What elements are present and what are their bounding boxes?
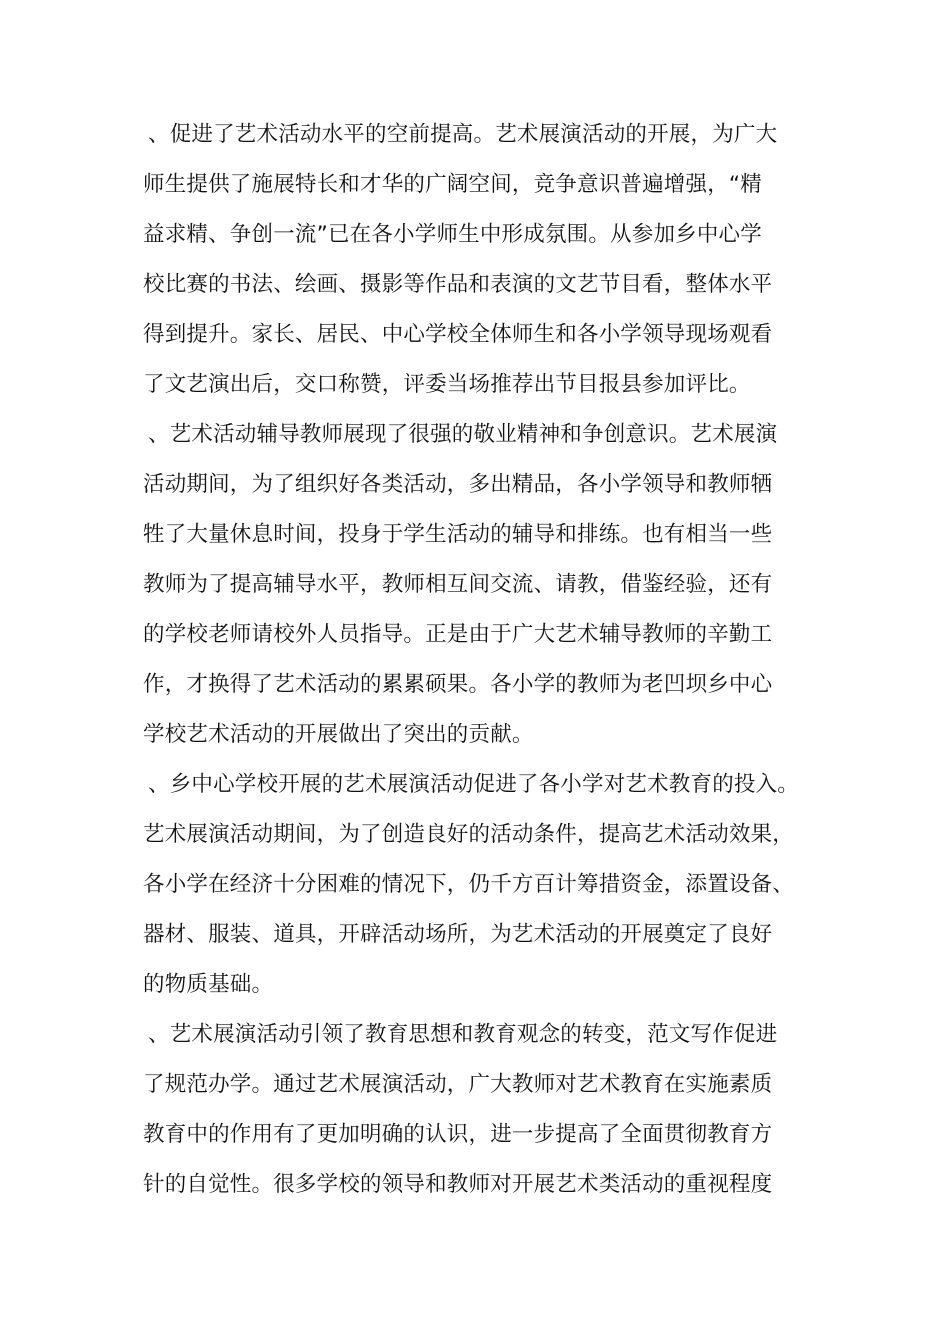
text-line: 师生提供了施展特长和才华的广阔空间，竞争意识普遍增强，“精 xyxy=(143,172,762,197)
text-line: 针的自觉性。很多学校的领导和教师对开展艺术类活动的重视程度 xyxy=(143,1172,773,1197)
text-line: 、乡中心学校开展的艺术展演活动促进了各小学对艺术教育的投入。 xyxy=(148,772,800,797)
text-line: 牲了大量休息时间，投身于学生活动的辅导和排练。也有相当一些 xyxy=(143,522,773,547)
text-line: 益求精、争创一流”已在各小学师生中形成氛围。从参加乡中心学 xyxy=(143,222,762,247)
text-line: 活动期间，为了组织好各类活动，多出精品，各小学领导和教师牺 xyxy=(143,472,773,497)
text-line: 的学校老师请校外人员指导。正是由于广大艺术辅导教师的辛勤工 xyxy=(143,622,773,647)
text-line: 、促进了艺术活动水平的空前提高。艺术展演活动的开展，为广大 xyxy=(148,122,778,147)
text-line: 了规范办学。通过艺术展演活动，广大教师对艺术教育在实施素质 xyxy=(143,1072,773,1097)
text-line: 、艺术展演活动引领了教育思想和教育观念的转变，范文写作促进 xyxy=(148,1022,778,1047)
text-line: 的物质基础。 xyxy=(143,972,274,997)
text-line: 作，才换得了艺术活动的累累硕果。各小学的教师为老凹坝乡中心 xyxy=(143,672,773,697)
text-line: 得到提升。家长、居民、中心学校全体师生和各小学领导现场观看 xyxy=(143,322,773,347)
text-line: 了文艺演出后，交口称赞，评委当场推荐出节目报县参加评比。 xyxy=(143,372,751,397)
text-line: 教育中的作用有了更加明确的认识，进一步提高了全面贯彻教育方 xyxy=(143,1122,773,1147)
text-line: 学校艺术活动的开展做出了突出的贡献。 xyxy=(143,722,534,747)
text-line: 、艺术活动辅导教师展现了很强的敬业精神和争创意识。艺术展演 xyxy=(148,422,778,447)
text-line: 校比赛的书法、绘画、摄影等作品和表演的文艺节目看，整体水平 xyxy=(143,272,773,297)
text-line: 各小学在经济十分困难的情况下，仍千方百计筹措资金，添置设备、 xyxy=(143,872,795,897)
text-line: 器材、服装、道具，开辟活动场所，为艺术活动的开展奠定了良好 xyxy=(143,922,773,947)
text-line: 教师为了提高辅导水平，教师相互间交流、请教，借鉴经验，还有 xyxy=(143,572,773,597)
text-line: 艺术展演活动期间，为了创造良好的活动条件，提高艺术活动效果， xyxy=(143,822,795,847)
